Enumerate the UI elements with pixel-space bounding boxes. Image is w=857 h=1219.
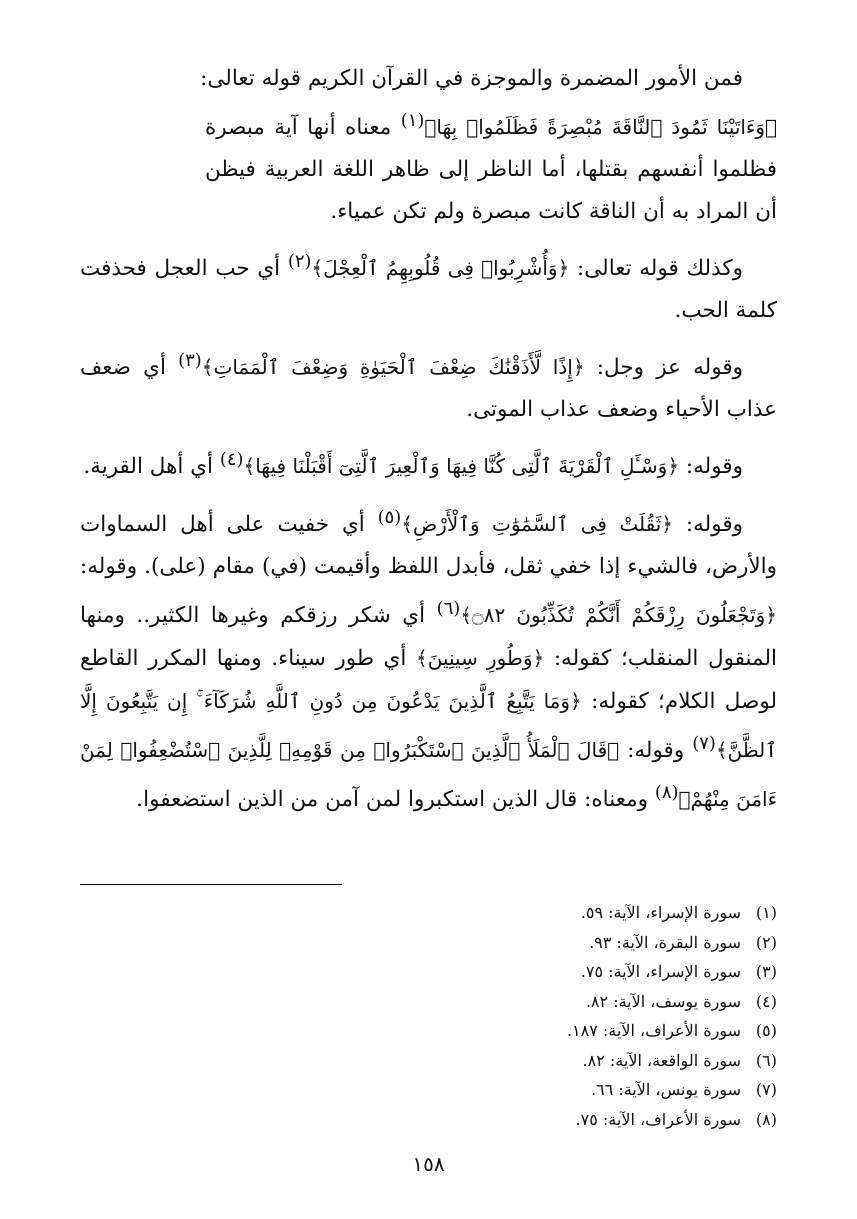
footnote-text: سورة يوسف، الآية: ٨٢. bbox=[585, 991, 741, 1011]
paragraph-text: ومعناه: قال الذين استكبروا لمن آمن من الذين استضعفوا. bbox=[136, 787, 648, 813]
footnote-number: (٦) bbox=[755, 1050, 777, 1070]
footnotes-list bbox=[417, 898, 777, 1134]
paragraph-lead: وقوله: bbox=[685, 511, 743, 537]
footnote-text: سورة الواقعة، الآية: ٨٢. bbox=[582, 1050, 741, 1070]
paragraph-text: أي حب العجل فحذفت كلمة الحب. bbox=[80, 256, 777, 324]
verse-quote: ﴿وَمَا يَتَّبِعُ ٱلَّذِينَ يَدْعُونَ مِن دُونِ ٱللَّهِ شُرَكَآءَ ۚ إِن يَتَّبِعُونَ إِلَّا ٱلظَّنَّ﴾ bbox=[80, 688, 777, 763]
paragraph-text: أي خفيت على أهل السماوات والأرض، فالشيء إذا خفي ثقل، فأبدل اللفظ وأقيمت (في) مقام (على). وقوله: bbox=[80, 511, 777, 579]
footnote-ref: (٨) bbox=[654, 782, 679, 804]
footnote-number: (٢) bbox=[755, 932, 777, 952]
intro-line bbox=[80, 58, 777, 100]
verse-quote: ﴿وَءَاتَيْنَا ثَمُودَ ٱلنَّاقَةَ مُبْصِرَةً فَظَلَمُوا۟ بِهَا﴾ bbox=[424, 115, 778, 140]
footnote-number: (٥) bbox=[755, 1021, 777, 1040]
verse-quote: ﴿وَتَجْعَلُونَ رِزْقَكُمْ أَنَّكُمْ تُكَذِّبُونَ ۝٨٢﴾ bbox=[460, 602, 777, 627]
paragraph-text: أي أهل القرية. bbox=[83, 454, 214, 480]
footnote-item bbox=[417, 1105, 777, 1135]
verse-quote: ﴿ثَقُلَتْ فِى ٱلسَّمَٰوَٰتِ وَٱلْأَرْضِ﴾ bbox=[401, 511, 674, 536]
paragraph-lead: وقوله: bbox=[685, 454, 743, 480]
footnote-number: (٨) bbox=[755, 1109, 777, 1129]
footnote-ref: (٦) bbox=[436, 597, 461, 619]
paragraph-text: أي ضعف عذاب الأحياء وضعف عذاب الموتى. bbox=[80, 355, 777, 423]
footnote-number: (١) bbox=[755, 903, 777, 922]
footnote-item bbox=[417, 1075, 777, 1105]
paragraph-5 bbox=[80, 497, 777, 822]
paragraph-1 bbox=[80, 100, 777, 233]
paragraph-text: أي شكر رزقكم وغيرها الكثير.. ومنها المنقول المنقلب؛ كقوله: bbox=[80, 602, 777, 671]
verse-quote: ﴿وَأُشْرِبُوا۟ فِى قُلُوبِهِمُ ٱلْعِجْلَ﴾ bbox=[311, 256, 570, 281]
footnote-item bbox=[417, 1046, 777, 1076]
footnote-text: سورة البقرة، الآية: ٩٣. bbox=[589, 932, 741, 952]
footnote-item bbox=[417, 987, 777, 1017]
footnote-ref: (١) bbox=[400, 110, 425, 131]
footnote-number: (٤) bbox=[755, 991, 777, 1011]
footnote-item bbox=[417, 898, 777, 928]
footnote-divider bbox=[80, 884, 342, 885]
footnote-text: سورة الأعراف، الآية: ٧٥. bbox=[575, 1109, 741, 1129]
footnote-text: سورة يونس، الآية: ٦٦. bbox=[590, 1080, 741, 1099]
verse-quote: ﴿إِذًا لَّأَذَقْنَٰكَ ضِعْفَ ٱلْحَيَوٰةِ وَضِعْفَ ٱلْمَمَاتِ﴾ bbox=[201, 355, 585, 380]
footnote-ref: (٧) bbox=[692, 732, 716, 754]
footnote-item bbox=[417, 928, 777, 958]
paragraph-text: وقوله: bbox=[627, 738, 685, 764]
footnote-text: سورة الإسراء، الآية: ٥٩. bbox=[580, 903, 741, 922]
main-text bbox=[80, 58, 777, 821]
footnote-ref: (٥) bbox=[377, 506, 402, 528]
paragraph-text: معناه أنها آية مبصرة فظلموا أنفسهم بقتلها، أما الناظر إلى ظاهر اللغة العربية فيظن أن المراد به أن الناقة كانت مبصرة ولم تكن عمياء. bbox=[205, 115, 777, 225]
verse-quote: ﴿وَطُورِ سِينِينَ﴾ bbox=[415, 645, 545, 670]
footnote-number: (٧) bbox=[755, 1080, 777, 1099]
footnote-ref: (٣) bbox=[178, 350, 202, 372]
footnote-ref: (٤) bbox=[219, 449, 244, 471]
page-number: ١٥٨ bbox=[412, 1152, 445, 1176]
footnote-ref: (٢) bbox=[287, 251, 312, 273]
paragraph-2 bbox=[80, 241, 777, 332]
verse-quote: ﴿وَسْـَٔلِ ٱلْقَرْيَةَ ٱلَّتِى كُنَّا فِيهَا وَٱلْعِيرَ ٱلَّتِىٓ أَقْبَلْنَا فِيهَا﴾ bbox=[243, 454, 680, 479]
footnote-text: سورة الأعراف، الآية: ١٨٧. bbox=[566, 1021, 741, 1040]
footnote-text: سورة الإسراء، الآية: ٧٥. bbox=[580, 962, 741, 981]
paragraph-text: أي طور سيناء. ومنها المكرر القاطع لوصل الكلام؛ كقوله: bbox=[80, 645, 777, 714]
paragraph-lead: وكذلك قوله تعالى: bbox=[576, 256, 743, 282]
footnote-number: (٣) bbox=[755, 962, 777, 981]
paragraph-lead: وقوله عز وجل: bbox=[596, 355, 743, 381]
paragraph-4 bbox=[80, 439, 777, 488]
intro-text: فمن الأمور المضمرة والموجزة في القرآن الكريم قوله تعالى: bbox=[200, 66, 743, 91]
footnote-item bbox=[417, 957, 777, 987]
verse-quote: ﴿قَالَ ٱلْمَلَأُ ٱلَّذِينَ ٱسْتَكْبَرُوا۟ مِن قَوْمِهِۦ لِلَّذِينَ ٱسْتُضْعِفُوا۟ لِمَنْ ءَامَنَ مِنْهُمْ﴾ bbox=[80, 738, 777, 812]
paragraph-3 bbox=[80, 340, 777, 431]
footnote-item bbox=[417, 1016, 777, 1046]
